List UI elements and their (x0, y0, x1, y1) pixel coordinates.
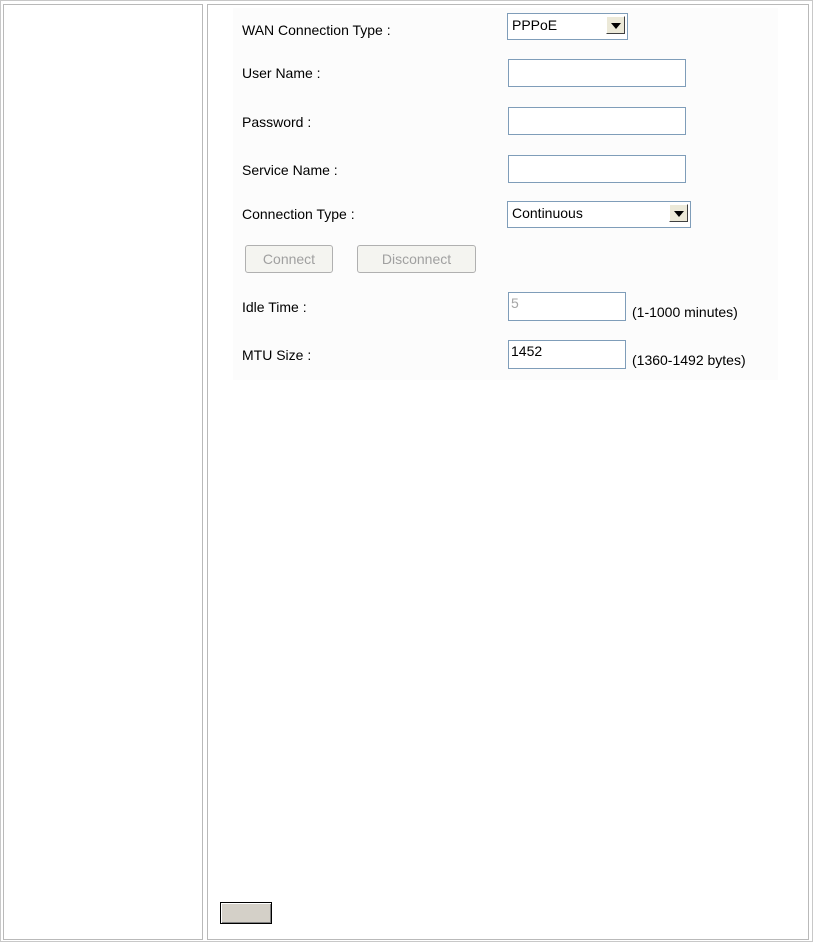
password-label: Password : (242, 114, 312, 130)
connect-button[interactable]: Connect (245, 245, 333, 273)
mtu-size-hint: (1360-1492 bytes) (632, 352, 746, 368)
chevron-down-icon[interactable] (669, 204, 688, 222)
chevron-down-icon[interactable] (606, 16, 625, 34)
service-name-label: Service Name : (242, 162, 338, 178)
wan-connection-type-value: PPPoE (512, 17, 558, 33)
password-input[interactable] (508, 107, 686, 135)
wan-connection-type-select[interactable] (507, 13, 628, 40)
wan-connection-type-label: WAN Connection Type : (242, 22, 391, 38)
user-name-input[interactable] (508, 59, 686, 87)
service-name-input[interactable] (508, 155, 686, 183)
idle-time-hint: (1-1000 minutes) (632, 304, 738, 320)
idle-time-input[interactable]: 5 (508, 292, 626, 321)
idle-time-label: Idle Time : (242, 299, 307, 315)
disconnect-button[interactable]: Disconnect (357, 245, 476, 273)
connection-type-label: Connection Type : (242, 206, 355, 222)
user-name-label: User Name : (242, 65, 321, 81)
mtu-size-input[interactable]: 1452 (508, 340, 626, 369)
apply-button[interactable] (220, 902, 272, 924)
wan-settings-form (233, 8, 778, 380)
mtu-size-label: MTU Size : (242, 347, 312, 363)
connection-type-select[interactable] (507, 201, 691, 228)
connection-type-value: Continuous (512, 205, 583, 221)
left-panel (3, 4, 203, 940)
